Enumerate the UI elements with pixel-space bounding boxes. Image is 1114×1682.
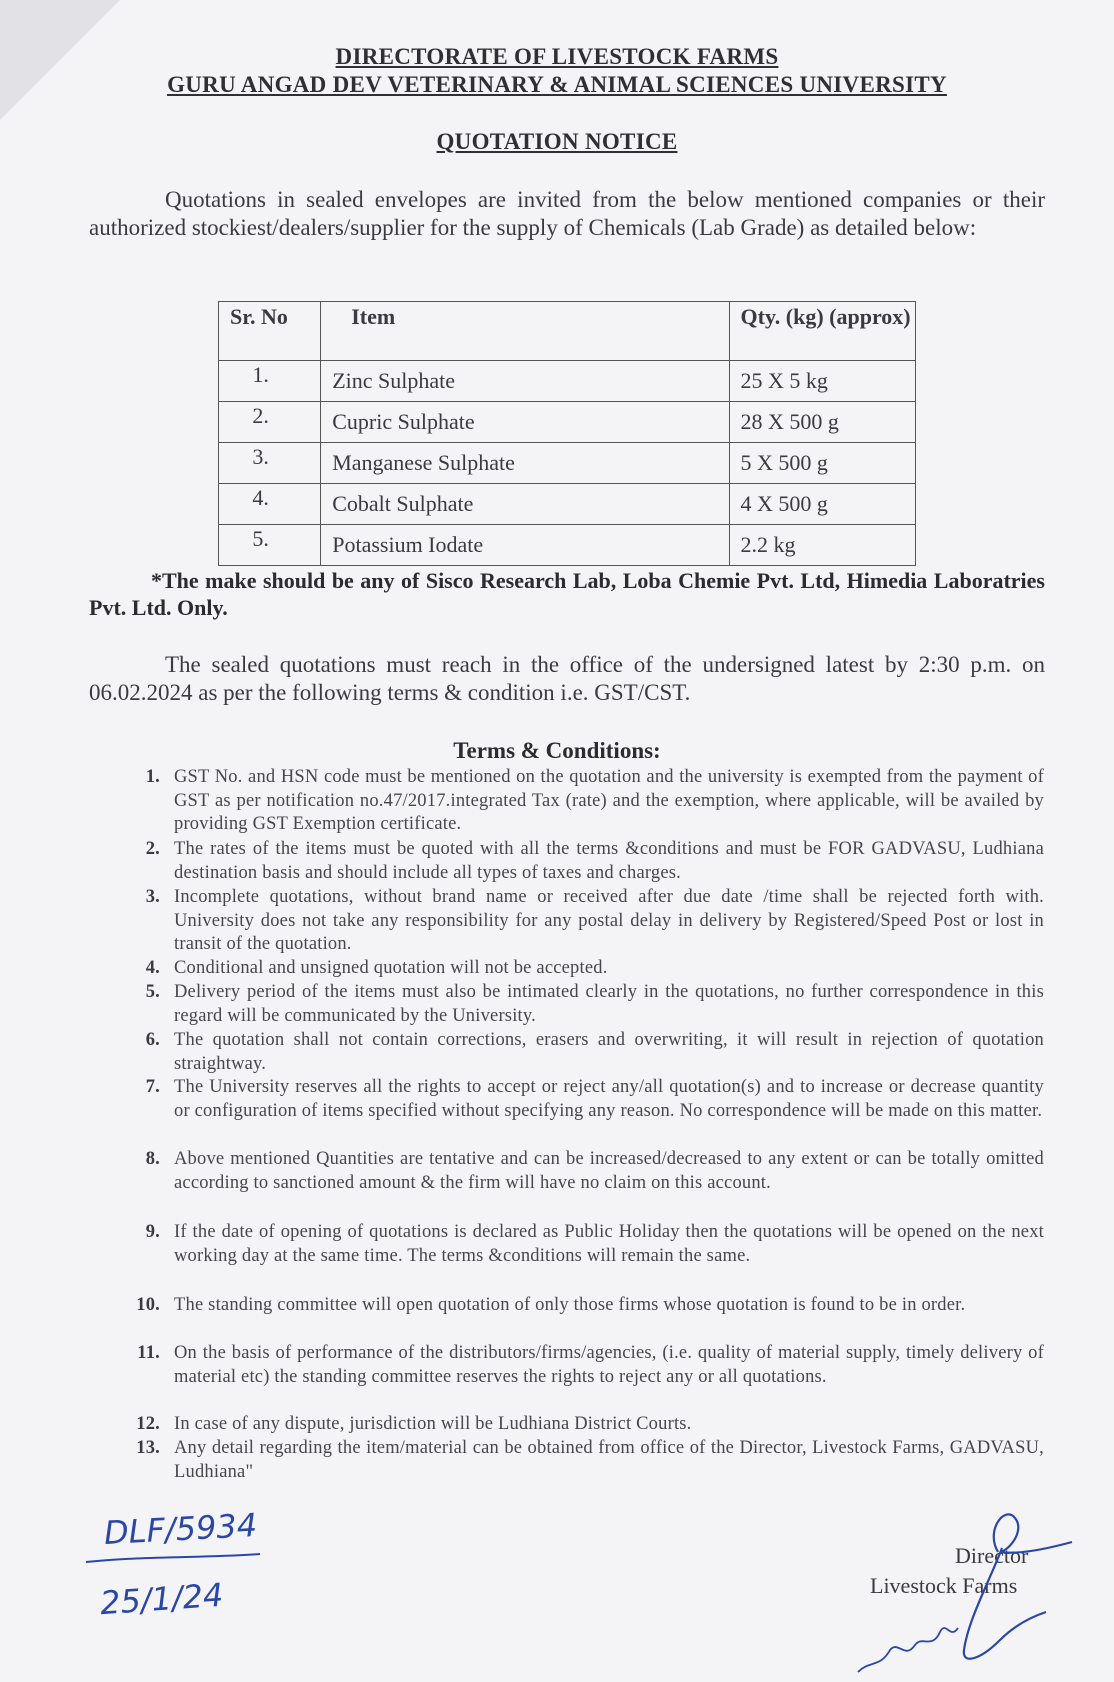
intro-text: Quotations in sealed envelopes are invited from the below mentioned companies or their authorized stockiest/dealers/supplier for the supply of Chemicals (Lab Grade) as detailed below:: [89, 187, 1045, 240]
term-text: The standing committee will open quotation of only those firms whose quotation is found to be in order.: [174, 1295, 966, 1315]
university-heading: GURU ANGAD DEV VETERINARY & ANIMAL SCIENCES UNIVERSITY: [167, 72, 947, 97]
handwritten-reference: DLF/5934: [103, 1506, 258, 1552]
term-number: 13.: [136, 1438, 160, 1458]
table-header-row: [219, 302, 916, 361]
signatory-office: Livestock Farms: [870, 1573, 1018, 1598]
make-note: [89, 567, 1045, 621]
deadline-paragraph: [89, 651, 1045, 707]
table-row: [219, 402, 916, 443]
signatory-title: Director: [955, 1543, 1029, 1568]
intro-paragraph: [89, 186, 1045, 242]
row-sr: 3.: [219, 443, 321, 484]
row-item: Zinc Sulphate: [321, 361, 729, 402]
handwritten-underline: [84, 1550, 264, 1570]
table-row: [219, 361, 916, 402]
term-number: 7.: [145, 1077, 160, 1097]
row-qty: 5 X 500 g: [729, 443, 915, 484]
row-sr: 4.: [219, 484, 321, 525]
terms-title: Terms & Conditions:: [453, 738, 661, 763]
table-row: [219, 443, 916, 484]
term-text: GST No. and HSN code must be mentioned on the quotation and the university is exempted from the payment of GST as per notification no.47/2017.integrated Tax (rate) and the exemption, where applicable, will be availed by providing GST Exemption certificate.: [174, 767, 1044, 834]
term-number: 4.: [145, 958, 160, 978]
row-qty: 25 X 5 kg: [729, 361, 915, 402]
make-note-text: *The make should be any of Sisco Research Lab, Loba Chemie Pvt. Ltd, Himedia Laboratries Pvt. Ltd. Only.: [89, 568, 1045, 620]
term-text: In case of any dispute, jurisdiction will be Ludhiana District Courts.: [174, 1414, 692, 1434]
row-item: Cupric Sulphate: [321, 402, 729, 443]
director-signature: [850, 1500, 1080, 1680]
header-sr-no: Sr. No: [219, 302, 321, 361]
row-item: Potassium Iodate: [321, 525, 729, 566]
header-item: Item: [321, 302, 729, 361]
term-number: 8.: [145, 1149, 160, 1169]
term-number: 12.: [136, 1414, 160, 1434]
term-text: Any detail regarding the item/material can be obtained from office of the Director, Livestock Farms, GADVASU, Ludhiana": [174, 1438, 1044, 1482]
row-sr: 2.: [219, 402, 321, 443]
term-text: Conditional and unsigned quotation will not be accepted.: [174, 958, 608, 978]
term-number: 10.: [136, 1295, 160, 1315]
directorate-heading: DIRECTORATE OF LIVESTOCK FARMS: [335, 44, 779, 69]
term-number: 1.: [145, 767, 160, 787]
term-number: 11.: [137, 1343, 160, 1363]
row-sr: 5.: [219, 525, 321, 566]
row-item: Cobalt Sulphate: [321, 484, 729, 525]
row-qty: 4 X 500 g: [729, 484, 915, 525]
row-qty: 2.2 kg: [729, 525, 915, 566]
handwritten-date: 25/1/24: [98, 1575, 225, 1623]
row-sr: 1.: [219, 361, 321, 402]
term-text: Incomplete quotations, without brand name or received after due date /time shall be rejected forth with. University does not take any responsibility for any postal delay in delivery by Registered/Speed Post or lost in transit of the quotation.: [174, 887, 1044, 954]
term-text: The University reserves all the rights to accept or reject any/all quotation(s) and to increase or decrease quantity or configuration of items specified without specifying any reason. No correspondence will be made on this matter.: [174, 1077, 1044, 1121]
term-text: If the date of opening of quotations is declared as Public Holiday then the quotations will be opened on the next working day at the same time. The terms &conditions will remain the same.: [174, 1222, 1044, 1266]
term-number: 2.: [145, 839, 160, 859]
term-text: The quotation shall not contain corrections, erasers and overwriting, it will result in rejection of quotation straightway.: [174, 1030, 1044, 1074]
term-text: The rates of the items must be quoted with all the terms &conditions and must be FOR GADVASU, Ludhiana destination basis and should include all types of taxes and charges.: [174, 839, 1044, 883]
table-row: [219, 525, 916, 566]
term-text: Above mentioned Quantities are tentative and can be increased/decreased to any extent or can be totally omitted according to sanctioned amount & the firm will have no claim on this account.: [174, 1149, 1044, 1193]
deadline-text: The sealed quotations must reach in the office of the undersigned latest by 2:30 p.m. on 06.02.2024 as per the following terms & condition i.e. GST/CST.: [89, 652, 1045, 705]
row-qty: 28 X 500 g: [729, 402, 915, 443]
items-table: [218, 301, 916, 566]
table-row: [219, 484, 916, 525]
row-item: Manganese Sulphate: [321, 443, 729, 484]
header-qty: Qty. (kg) (approx): [729, 302, 915, 361]
term-number: 3.: [145, 887, 160, 907]
notice-title: QUOTATION NOTICE: [436, 129, 678, 154]
term-text: On the basis of performance of the distributors/firms/agencies, (i.e. quality of material supply, timely delivery of material etc) the standing committee reserves the rights to reject any or all quotations.: [174, 1343, 1044, 1387]
term-number: 5.: [145, 982, 160, 1002]
term-number: 9.: [145, 1222, 160, 1242]
term-number: 6.: [145, 1030, 160, 1050]
term-text: Delivery period of the items must also be intimated clearly in the quotations, no further correspondence in this regard will be communicated by the University.: [174, 982, 1044, 1026]
